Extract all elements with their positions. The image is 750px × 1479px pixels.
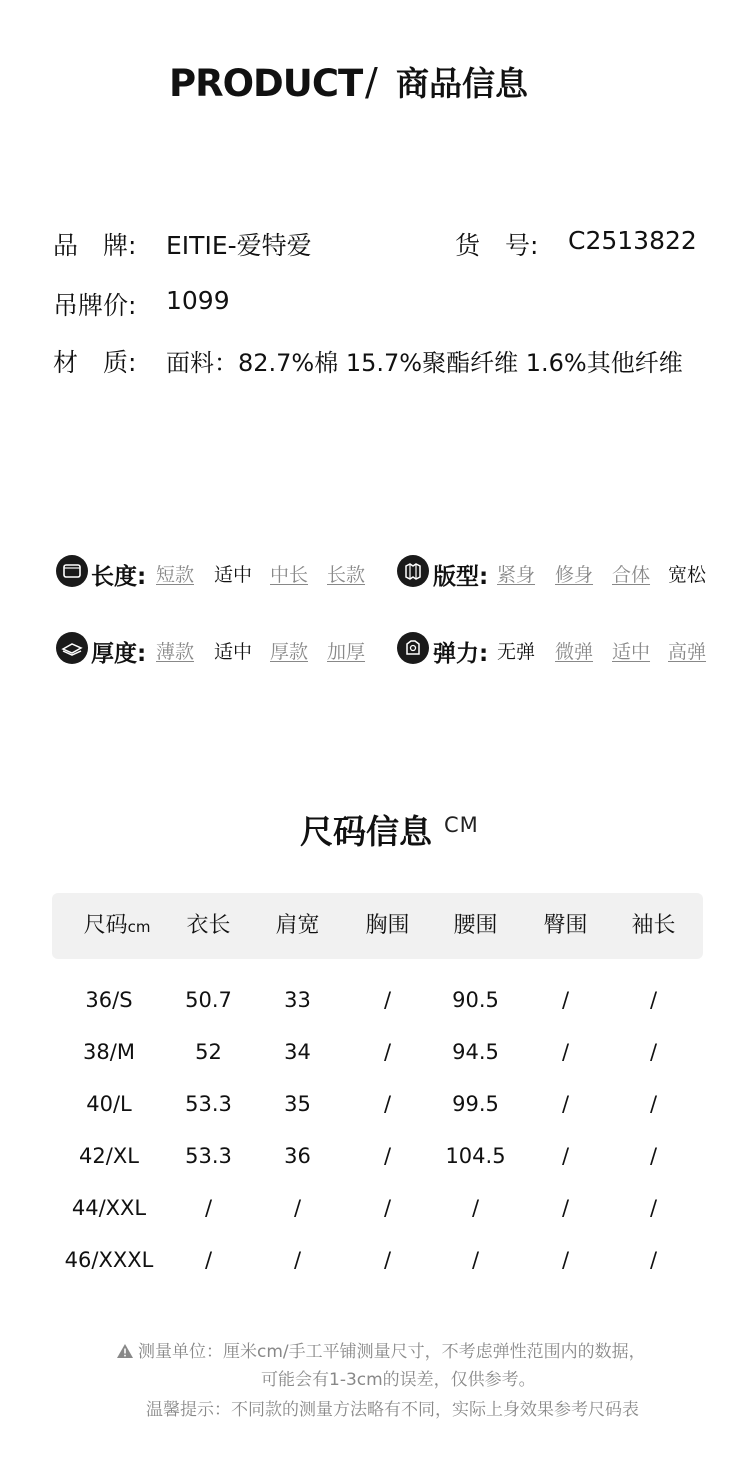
header-chest: 胸围: [365, 913, 410, 938]
table-cell: /: [204, 1196, 213, 1220]
fit-option: 修身: [555, 564, 594, 586]
fit-icon: [397, 555, 429, 587]
sku-value: C2513822: [568, 226, 697, 255]
table-cell: /: [649, 988, 658, 1012]
table-cell: 53.3: [185, 1144, 232, 1168]
size-cell: 46/XXXL: [64, 1248, 154, 1272]
note-line-3: 温馨提示：不同款的测量方法略有不同，实际上身效果参考尺码表: [146, 1400, 639, 1420]
table-cell: /: [383, 1196, 392, 1220]
table-cell: /: [383, 1040, 392, 1064]
table-cell: /: [561, 1092, 570, 1116]
table-cell: /: [383, 1092, 392, 1116]
table-cell: /: [293, 1196, 302, 1220]
thickness-option: 加厚: [327, 641, 366, 663]
price-label: 吊牌价:: [53, 291, 137, 320]
table-cell: /: [471, 1196, 480, 1220]
header-separator: /: [365, 60, 378, 104]
fit-option: 紧身: [497, 564, 536, 586]
measurement-note: [116, 1337, 646, 1364]
thickness-title: 厚度:: [91, 641, 147, 667]
table-cell: /: [561, 1248, 570, 1272]
size-cell: 40/L: [86, 1092, 132, 1116]
length-option: 长款: [327, 564, 366, 586]
length-icon: [56, 555, 88, 587]
table-cell: /: [649, 1040, 658, 1064]
table-cell: /: [383, 1144, 392, 1168]
size-cell: 36/S: [85, 988, 133, 1012]
header-waist: 腰围: [453, 913, 498, 938]
length-option: 中长: [270, 564, 309, 586]
size-table-header: [52, 893, 703, 959]
elasticity-title: 弹力:: [433, 641, 489, 667]
length-option-selected: 适中: [214, 564, 253, 586]
price-value: 1099: [166, 286, 230, 315]
table-cell: /: [383, 988, 392, 1012]
header-shoulder: 肩宽: [275, 913, 320, 938]
table-cell: 53.3: [185, 1092, 232, 1116]
thickness-option-selected: 适中: [214, 641, 253, 663]
page-header: [0, 58, 750, 108]
table-cell: /: [561, 1196, 570, 1220]
table-cell: /: [561, 1144, 570, 1168]
elasticity-icon: [397, 632, 429, 664]
table-cell: /: [383, 1248, 392, 1272]
note-line-2: 可能会有1-3cm的误差，仅供参考。: [261, 1370, 536, 1390]
table-cell: 50.7: [185, 988, 232, 1012]
table-cell: /: [649, 1092, 658, 1116]
table-cell: 90.5: [452, 988, 499, 1012]
elasticity-option: 高弹: [668, 641, 707, 663]
table-cell: 52: [195, 1040, 222, 1064]
table-cell: /: [649, 1196, 658, 1220]
elasticity-option-selected: 无弹: [497, 641, 536, 663]
table-cell: /: [471, 1248, 480, 1272]
material-value: 面料：82.7%棉 15.7%聚酯纤维 1.6%其他纤维: [166, 349, 683, 377]
table-cell: /: [649, 1144, 658, 1168]
table-cell: 99.5: [452, 1092, 499, 1116]
material-label: 材 质:: [53, 348, 137, 377]
elasticity-option: 适中: [612, 641, 651, 663]
table-cell: /: [293, 1248, 302, 1272]
length-title: 长度:: [91, 564, 147, 590]
thickness-option: 薄款: [156, 641, 195, 663]
table-cell: /: [649, 1248, 658, 1272]
size-cell: 42/XL: [79, 1144, 139, 1168]
header-size: 尺码cm: [83, 913, 151, 938]
fit-option: 合体: [612, 564, 651, 586]
table-cell: 36: [284, 1144, 311, 1168]
brand-label: 品 牌:: [53, 231, 137, 260]
size-section-unit: CM: [444, 813, 479, 837]
table-cell: 33: [284, 988, 311, 1012]
length-option: 短款: [156, 564, 195, 586]
header-length: 衣长: [186, 913, 231, 938]
size-cell: 44/XXL: [71, 1196, 147, 1220]
header-title-cn: 商品信息: [396, 64, 528, 103]
size-cell: 38/M: [83, 1040, 135, 1064]
fit-option-selected: 宽松: [668, 564, 707, 586]
table-cell: 94.5: [452, 1040, 499, 1064]
header-hip: 臀围: [543, 913, 588, 938]
table-cell: /: [561, 988, 570, 1012]
table-cell: 34: [284, 1040, 311, 1064]
size-section-title: 尺码信息: [300, 812, 432, 851]
note-line-1: 测量单位：厘米cm/手工平铺测量尺寸，不考虑弹性范围内的数据，: [138, 1342, 646, 1362]
fit-title: 版型:: [433, 564, 489, 590]
table-cell: 104.5: [445, 1144, 506, 1168]
header-sleeve: 袖长: [631, 913, 676, 938]
brand-value: EITIE-爱特爱: [166, 231, 312, 260]
table-cell: /: [204, 1248, 213, 1272]
sku-label: 货 号:: [455, 231, 539, 260]
table-cell: 35: [284, 1092, 311, 1116]
elasticity-option: 微弹: [555, 641, 594, 663]
warning-icon: [116, 1343, 134, 1364]
thickness-option: 厚款: [270, 641, 309, 663]
table-cell: /: [561, 1040, 570, 1064]
header-title-en: PRODUCT: [169, 62, 363, 105]
thickness-icon: [56, 632, 88, 664]
